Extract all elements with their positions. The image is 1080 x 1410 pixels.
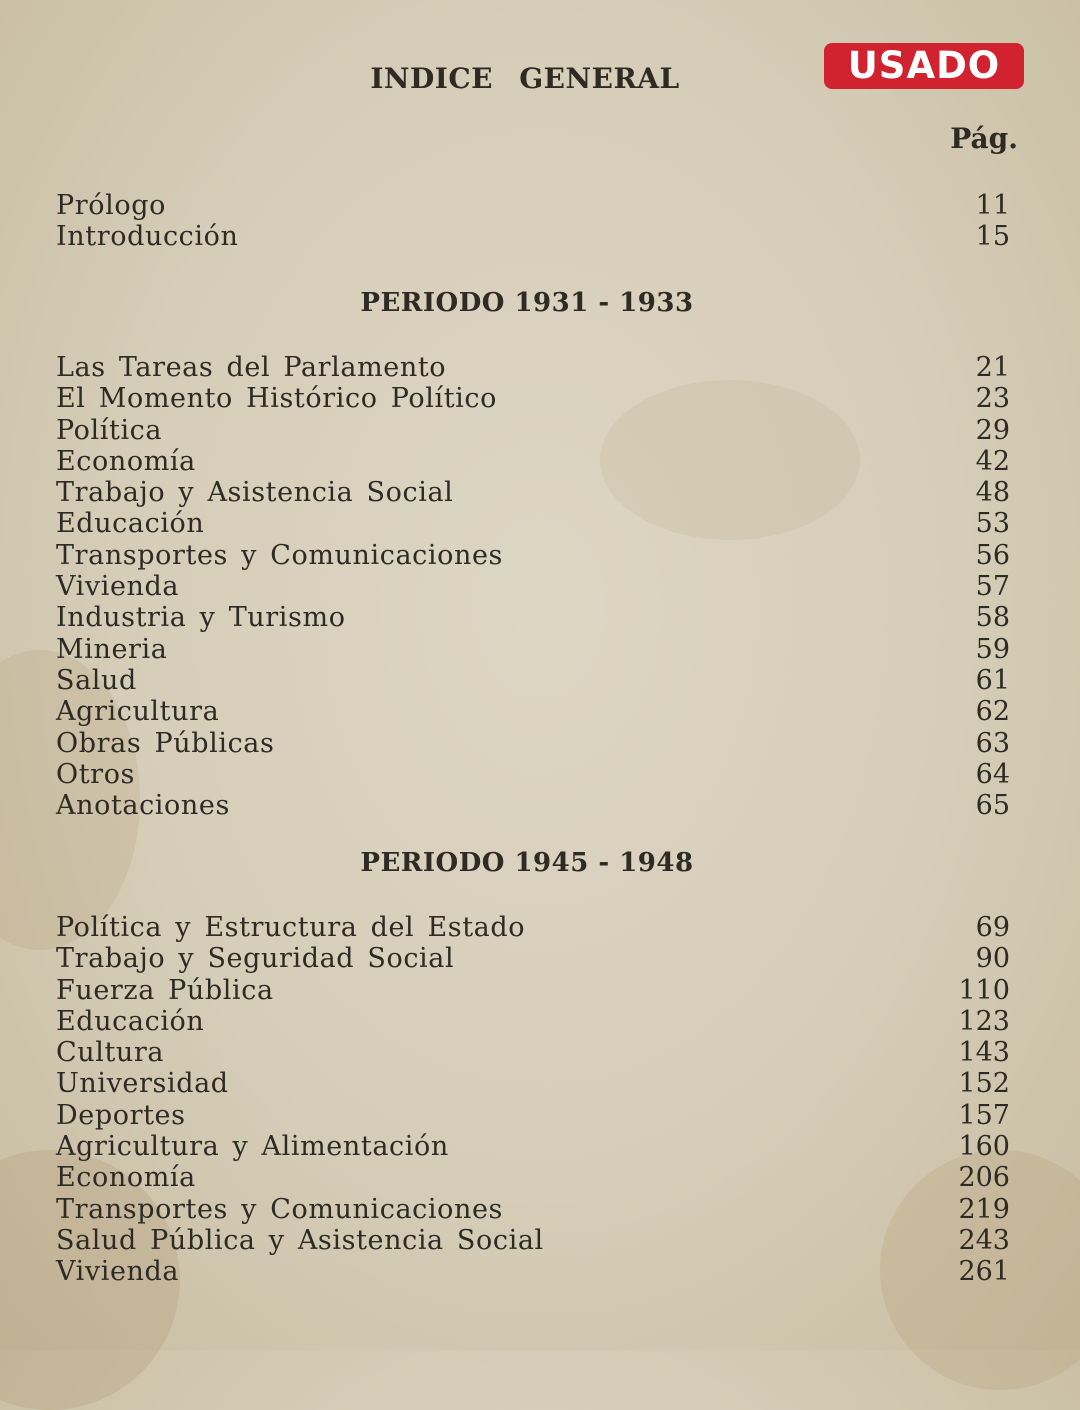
toc-entry <box>56 446 1010 477</box>
toc-entry <box>56 1068 1010 1099</box>
entry-page: 58 <box>975 602 1010 634</box>
entry-page: 15 <box>975 221 1010 253</box>
entry-page: 56 <box>975 539 1010 571</box>
entry-page: 57 <box>975 571 1010 603</box>
entry-page: 90 <box>975 943 1010 975</box>
entry-title: Economía <box>56 445 196 477</box>
toc-entry <box>56 508 1010 539</box>
toc-entry <box>56 696 1010 727</box>
entry-title: Economía <box>56 1162 196 1194</box>
toc-entry <box>56 665 1010 696</box>
toc-entry <box>56 1100 1010 1131</box>
toc-entry <box>56 790 1010 821</box>
entry-title: Educación <box>56 508 205 540</box>
entry-title: Obras Públicas <box>56 727 275 759</box>
entry-page: 65 <box>975 790 1010 822</box>
entry-title: Política <box>56 414 163 446</box>
entry-title: Cultura <box>56 1037 165 1069</box>
toc-entry <box>56 1162 1010 1193</box>
used-badge: USADO <box>824 43 1024 89</box>
entry-page: 59 <box>975 633 1010 665</box>
entry-title: Mineria <box>56 633 168 665</box>
section-1945-list <box>56 912 1010 1288</box>
toc-entry <box>56 1037 1010 1068</box>
section-heading-1931: PERIODO 1931 - 1933 <box>360 288 694 318</box>
toc-entry <box>56 1006 1010 1037</box>
entry-title: Transportes y Comunicaciones <box>56 539 503 571</box>
entry-title: Vivienda <box>56 571 180 603</box>
entry-title: Las Tareas del Parlamento <box>56 352 447 383</box>
entry-page: 62 <box>975 696 1010 728</box>
toc-entry <box>56 190 1010 221</box>
toc-entry <box>56 540 1010 571</box>
page-column-label: Pág. <box>950 122 1018 155</box>
section-heading-1945: PERIODO 1945 - 1948 <box>360 848 694 878</box>
toc-entry <box>56 1256 1010 1287</box>
entry-title: Agricultura y Alimentación <box>56 1131 449 1163</box>
entry-page: 42 <box>975 445 1010 477</box>
entry-page: 152 <box>958 1068 1010 1100</box>
toc-entry <box>56 975 1010 1006</box>
entry-page: 206 <box>958 1162 1010 1194</box>
entry-page: 243 <box>958 1224 1010 1256</box>
toc-entry <box>56 415 1010 446</box>
toc-entry <box>56 728 1010 759</box>
entry-page: 110 <box>958 974 1010 1006</box>
toc-entry <box>56 383 1010 414</box>
entry-title: Otros <box>56 758 136 790</box>
toc-entry <box>56 602 1010 633</box>
section-1931-list <box>56 352 1010 821</box>
entry-title: Vivienda <box>56 1256 180 1288</box>
entry-page: 123 <box>958 1005 1010 1037</box>
entry-title: Trabajo y Seguridad Social <box>56 943 455 975</box>
entry-title: El Momento Histórico Político <box>56 383 497 415</box>
entry-page: 64 <box>975 758 1010 790</box>
entry-title: Universidad <box>56 1068 229 1100</box>
entry-page: 61 <box>975 664 1010 696</box>
entry-title: Agricultura <box>56 696 220 728</box>
entry-title: Transportes y Comunicaciones <box>56 1193 503 1225</box>
entry-page: 48 <box>975 477 1010 509</box>
entry-title: Salud Pública y Asistencia Social <box>56 1224 544 1256</box>
entry-page: 157 <box>958 1099 1010 1131</box>
toc-entry <box>56 1131 1010 1162</box>
toc-entry <box>56 943 1010 974</box>
entry-title: Fuerza Pública <box>56 974 274 1006</box>
entry-title: Salud <box>56 664 137 696</box>
entry-title: Anotaciones <box>56 790 230 822</box>
entry-title: Política y Estructura del Estado <box>56 912 526 943</box>
entry-page: 53 <box>975 508 1010 540</box>
entry-page: 63 <box>975 727 1010 759</box>
entry-page: 261 <box>958 1256 1010 1288</box>
entry-page: 11 <box>975 190 1010 221</box>
entry-title: Trabajo y Asistencia Social <box>56 477 454 509</box>
toc-entry <box>56 1225 1010 1256</box>
entry-page: 143 <box>958 1037 1010 1069</box>
toc-entry <box>56 571 1010 602</box>
entry-page: 29 <box>975 414 1010 446</box>
toc-entry <box>56 352 1010 383</box>
index-title: INDICE GENERAL <box>370 62 680 95</box>
toc-entry <box>56 634 1010 665</box>
toc-entry <box>56 221 1010 252</box>
entry-page: 21 <box>975 352 1010 383</box>
toc-entry <box>56 477 1010 508</box>
front-matter-list <box>56 190 1010 253</box>
entry-page: 160 <box>958 1131 1010 1163</box>
entry-title: Prólogo <box>56 190 166 221</box>
entry-page: 69 <box>975 912 1010 943</box>
entry-title: Educación <box>56 1005 205 1037</box>
entry-title: Deportes <box>56 1099 186 1131</box>
entry-page: 23 <box>975 383 1010 415</box>
entry-title: Industria y Turismo <box>56 602 346 634</box>
toc-entry <box>56 912 1010 943</box>
entry-page: 219 <box>958 1193 1010 1225</box>
toc-entry <box>56 759 1010 790</box>
toc-entry <box>56 1194 1010 1225</box>
entry-title: Introducción <box>56 221 239 253</box>
